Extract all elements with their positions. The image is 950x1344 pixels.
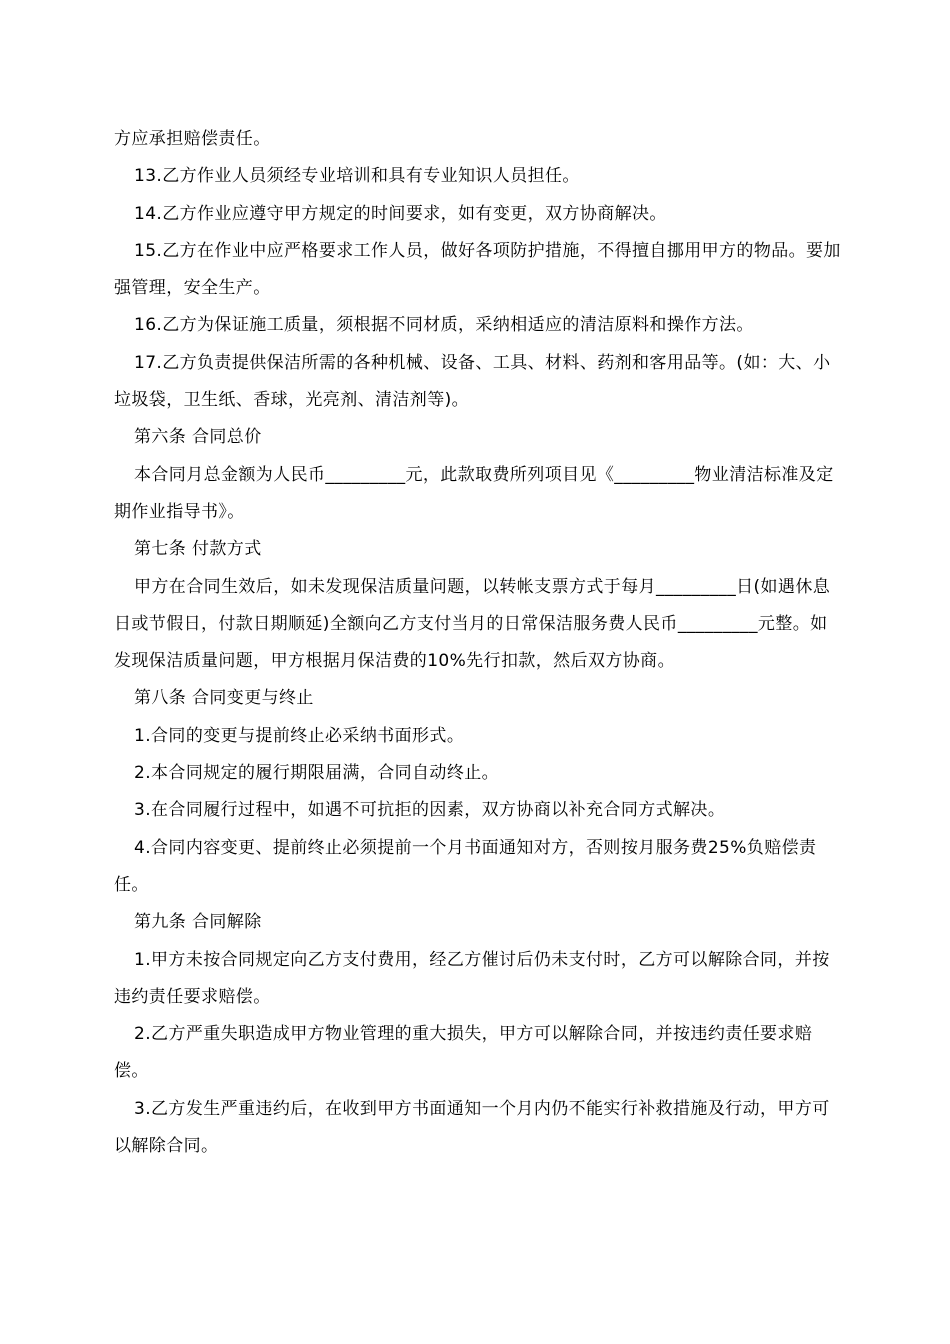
clause-17: 17.乙方负责提供保洁所需的各种机械、设备、工具、材料、药剂和客用品等。(如：大、小垃圾袋，卫生纸、香球，光亮剂、清洁剂等)。 [114, 352, 831, 411]
article-8-heading: 第八条 合同变更与终止 [134, 688, 314, 709]
document-body [114, 121, 844, 1165]
article-8-item-3: 3.在合同履行过程中，如遇不可抗拒的因素，双方协商以补充合同方式解决。 [134, 800, 726, 821]
article-9-item-3: 3.乙方发生严重违约后，在收到甲方书面通知一个月内仍不能实行补救措施及行动，甲方可以解除合同。 [114, 1098, 830, 1157]
article-8-item-4: 4.合同内容变更、提前终止必须提前一个月书面通知对方，否则按月服务费25%负赔偿责任。 [114, 837, 817, 895]
article-8-item-2: 2.本合同规定的履行期限届满，合同自动终止。 [134, 763, 500, 784]
article-8-item-1: 1.合同的变更与提前终止必采纳书面形式。 [134, 725, 465, 746]
clause-13: 13.乙方作业人员须经专业培训和具有专业知识人员担任。 [134, 166, 580, 187]
clause-16: 16.乙方为保证施工质量，须根据不同材质，采纳相适应的清洁原料和操作方法。 [134, 315, 754, 336]
article-6-body: 本合同月总金额为人民币_________元，此款取费所列项目见《_________物业清洁标准及定期作业指导书》。 [114, 464, 834, 522]
article-6-heading: 第六条 合同总价 [134, 427, 262, 448]
clause-15: 15.乙方在作业中应严格要求工作人员，做好各项防护措施，不得擅自挪用甲方的物品。要加强管理，安全生产。 [114, 240, 841, 299]
clause-14: 14.乙方作业应遵守甲方规定的时间要求，如有变更，双方协商解决。 [134, 203, 667, 224]
paragraph-liability-continuation: 方应承担赔偿责任。 [114, 129, 271, 149]
article-9-item-1: 1.甲方未按合同规定向乙方支付费用，经乙方催讨后仍未支付时，乙方可以解除合同，并按违约责任要求赔偿。 [114, 949, 830, 1007]
article-9-item-2: 2.乙方严重失职造成甲方物业管理的重大损失，甲方可以解除合同，并按违约责任要求赔偿。 [114, 1024, 813, 1082]
article-7-body: 甲方在合同生效后，如未发现保洁质量问题，以转帐支票方式于每月_________日(如遇休息日或节假日，付款日期顺延)全额向乙方支付当月的日常保洁服务费人民币_________元整。如发现保洁质量问题，甲方根据月保洁费的10%先行扣款，然后双方协商。 [114, 576, 831, 672]
article-9-heading: 第九条 合同解除 [134, 912, 262, 933]
article-7-heading: 第七条 付款方式 [134, 539, 262, 560]
